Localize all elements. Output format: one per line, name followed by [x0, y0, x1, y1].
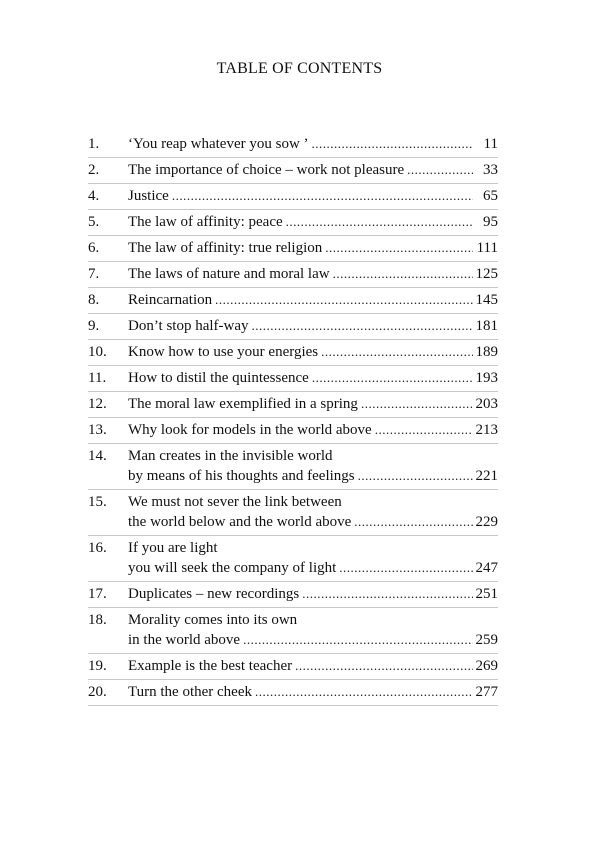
entry-title: ‘You reap whatever you sow ’ [128, 136, 309, 152]
entry-body [128, 368, 498, 388]
toc-entry [88, 184, 498, 210]
page-number: 125 [475, 266, 498, 282]
entry-number: 8. [88, 292, 100, 308]
entry-number: 11. [88, 370, 107, 386]
entry-title: The law of affinity: true religion [128, 240, 323, 256]
entry-last-line [128, 630, 498, 650]
entry-body [128, 238, 498, 258]
page-number: 33 [483, 162, 498, 178]
dot-leader [321, 342, 472, 362]
entry-title: Know how to use your energies [128, 344, 319, 360]
entry-last-line [128, 160, 498, 180]
entry-title: the world below and the world above [128, 514, 352, 530]
entry-number: 13. [88, 422, 107, 438]
entry-last-line [128, 558, 498, 578]
entry-body [128, 446, 498, 486]
entry-body [128, 394, 498, 414]
entry-title: Duplicates – new recordings [128, 586, 300, 602]
dot-leader [172, 186, 473, 206]
entry-title: in the world above [128, 632, 241, 648]
dot-leader [358, 466, 473, 486]
toc-entry [88, 654, 498, 680]
entry-body [128, 342, 498, 362]
page-number: 213 [475, 422, 498, 438]
entry-title-line: If you are light [128, 540, 218, 556]
entry-title: you will seek the company of light [128, 560, 337, 576]
toc-entry [88, 340, 498, 366]
page-title: TABLE OF CONTENTS [216, 60, 383, 77]
page-number: 229 [475, 514, 498, 530]
entry-title: Example is the best teacher [128, 658, 293, 674]
entry-body [128, 610, 498, 650]
entry-number: 20. [88, 684, 107, 700]
toc-entry [88, 210, 498, 236]
page-number: 111 [476, 240, 498, 256]
entry-last-line [128, 342, 498, 362]
dot-leader [312, 134, 473, 154]
dot-leader [243, 630, 472, 650]
entry-title: Why look for models in the world above [128, 422, 372, 438]
toc-entry [88, 366, 498, 392]
entry-last-line [128, 512, 498, 532]
entry-last-line [128, 238, 498, 258]
entry-number: 19. [88, 658, 107, 674]
entry-body [128, 538, 498, 578]
dot-leader [252, 316, 473, 336]
entry-title-line: Morality comes into its own [128, 612, 298, 628]
toc-entry [88, 262, 498, 288]
entry-body [128, 212, 498, 232]
entry-title: The importance of choice – work not pleasure [128, 162, 405, 178]
toc-entry [88, 490, 498, 536]
entry-title: Turn the other cheek [128, 684, 252, 700]
entry-body [128, 420, 498, 440]
entry-number: 7. [88, 266, 100, 282]
entry-body [128, 264, 498, 284]
entry-body [128, 656, 498, 676]
page-number: 95 [483, 214, 498, 230]
entry-title: by means of his thoughts and feelings [128, 468, 355, 484]
entry-number: 4. [88, 188, 100, 204]
entry-last-line [128, 264, 498, 284]
dot-leader [361, 394, 473, 414]
toc-entry [88, 582, 498, 608]
page-number: 277 [475, 684, 498, 700]
page-number: 247 [475, 560, 498, 576]
entry-last-line [128, 134, 498, 154]
dot-leader [333, 264, 473, 284]
entry-number: 6. [88, 240, 100, 256]
page-number: 65 [483, 188, 498, 204]
dot-leader [325, 238, 473, 258]
dot-leader [407, 160, 473, 180]
entry-title: Reincarnation [128, 292, 213, 308]
dot-leader [255, 682, 473, 702]
toc-entry [88, 288, 498, 314]
entry-title-line: Man creates in the invisible world [128, 448, 333, 464]
entry-number: 14. [88, 448, 107, 464]
entry-number: 16. [88, 540, 107, 556]
entry-body [128, 160, 498, 180]
page-number: 193 [475, 370, 498, 386]
entry-last-line [128, 656, 498, 676]
entry-number: 15. [88, 494, 107, 510]
toc-entry [88, 536, 498, 582]
entry-number: 17. [88, 586, 107, 602]
page-number: 11 [483, 136, 498, 152]
entry-body [128, 682, 498, 702]
entry-title: The law of affinity: peace [128, 214, 283, 230]
entry-number: 18. [88, 612, 107, 628]
page-number: 221 [475, 468, 498, 484]
entry-number: 10. [88, 344, 107, 360]
toc-entry [88, 158, 498, 184]
toc-entry [88, 236, 498, 262]
toc-entry [88, 608, 498, 654]
entry-last-line [128, 420, 498, 440]
page-number: 203 [475, 396, 498, 412]
dot-leader [354, 512, 472, 532]
entry-last-line [128, 290, 498, 310]
toc-entry [88, 680, 498, 706]
toc-entry [88, 314, 498, 340]
entry-last-line [128, 466, 498, 486]
toc-entry [88, 418, 498, 444]
entry-body [128, 492, 498, 532]
entry-body [128, 316, 498, 336]
entry-title: Justice [128, 188, 169, 204]
dot-leader [286, 212, 473, 232]
toc-entry [88, 444, 498, 490]
dot-leader [295, 656, 472, 676]
entry-body [128, 186, 498, 206]
dot-leader [339, 558, 472, 578]
page-number: 145 [475, 292, 498, 308]
dot-leader [215, 290, 472, 310]
entry-number: 5. [88, 214, 100, 230]
entry-title: The moral law exemplified in a spring [128, 396, 358, 412]
entry-number: 1. [88, 136, 100, 152]
entry-last-line [128, 682, 498, 702]
entry-body [128, 290, 498, 310]
entry-last-line [128, 584, 498, 604]
entry-title: How to distil the quintessence [128, 370, 309, 386]
toc-entry [88, 132, 498, 158]
entry-last-line [128, 316, 498, 336]
entry-last-line [128, 368, 498, 388]
entry-last-line [128, 394, 498, 414]
page-number: 189 [475, 344, 498, 360]
table-of-contents [88, 132, 498, 706]
entry-number: 9. [88, 318, 100, 334]
entry-title: The laws of nature and moral law [128, 266, 330, 282]
page-number: 251 [475, 586, 498, 602]
entry-title-line: We must not sever the link between [128, 494, 342, 510]
entry-last-line [128, 186, 498, 206]
entry-body [128, 134, 498, 154]
entry-body [128, 584, 498, 604]
entry-title: Don’t stop half-way [128, 318, 249, 334]
entry-last-line [128, 212, 498, 232]
entry-number: 2. [88, 162, 100, 178]
entry-number: 12. [88, 396, 107, 412]
dot-leader [375, 420, 473, 440]
page-number: 269 [475, 658, 498, 674]
dot-leader [312, 368, 473, 388]
page-number: 181 [475, 318, 498, 334]
toc-entry [88, 392, 498, 418]
dot-leader [302, 584, 472, 604]
page-number: 259 [475, 632, 498, 648]
